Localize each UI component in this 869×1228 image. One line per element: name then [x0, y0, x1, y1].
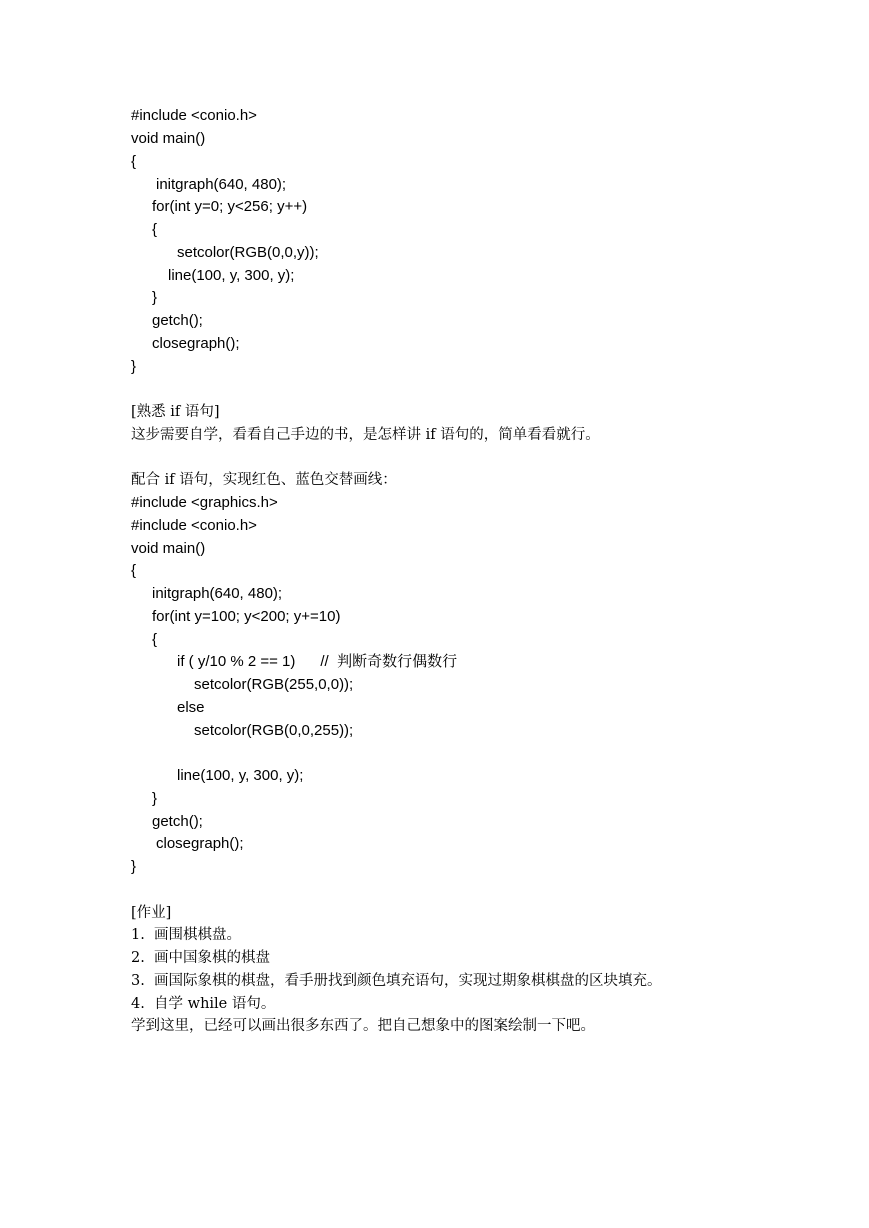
- code-line: #include <conio.h>: [131, 107, 257, 124]
- code-line: void main(): [131, 540, 206, 557]
- code-line: void main(): [131, 130, 206, 147]
- code-line: {: [131, 562, 137, 579]
- code-line: closegraph();: [152, 335, 240, 352]
- code-line: line(100, y, 300, y);: [177, 767, 304, 784]
- code-line: }: [152, 790, 158, 807]
- code-line: {: [131, 153, 137, 170]
- section-heading-if: [熟悉 if 语句]: [131, 404, 220, 420]
- code-line: {: [152, 631, 158, 648]
- homework-heading: [作业]: [131, 905, 172, 921]
- code-line: {: [152, 221, 158, 238]
- section-description-if: 这步需要自学，看看自己手边的书，是怎样讲 if 语句的，简单看看就行。: [131, 427, 600, 443]
- homework-item: 1. 画围棋棋盘。: [131, 927, 242, 943]
- code-line: }: [131, 858, 137, 875]
- code-line: for(int y=0; y<256; y++): [152, 198, 308, 215]
- homework-item: 2. 画中国象棋的棋盘: [131, 950, 271, 966]
- code-line: getch();: [152, 813, 203, 830]
- code-line: setcolor(RGB(0,0,y));: [177, 244, 319, 261]
- homework-item: 3. 画国际象棋的棋盘，看手册找到颜色填充语句，实现过期象棋棋盘的区块填充。: [131, 973, 662, 989]
- code-line: #include <graphics.h>: [131, 494, 278, 511]
- code-line: setcolor(RGB(0,0,255));: [194, 722, 354, 739]
- code-line: for(int y=100; y<200; y+=10): [152, 608, 341, 625]
- code-line: getch();: [152, 312, 203, 329]
- code-line: else: [177, 699, 205, 716]
- code-line: setcolor(RGB(255,0,0));: [194, 676, 354, 693]
- code-line: line(100, y, 300, y);: [168, 267, 295, 284]
- code-line: if ( y/10 % 2 == 1) // 判断奇数行偶数行: [177, 653, 458, 670]
- code-line: #include <conio.h>: [131, 517, 257, 534]
- closing-text: 学到这里，已经可以画出很多东西了。把自己想象中的图案绘制一下吧。: [131, 1018, 595, 1034]
- code-line: }: [131, 358, 137, 375]
- code-line: initgraph(640, 480);: [152, 585, 283, 602]
- homework-item: 4. 自学 while 语句。: [131, 996, 276, 1012]
- example-intro: 配合 if 语句，实现红色、蓝色交替画线：: [131, 472, 397, 488]
- code-line: closegraph();: [156, 835, 244, 852]
- code-line: initgraph(640, 480);: [156, 176, 287, 193]
- code-line: }: [152, 289, 158, 306]
